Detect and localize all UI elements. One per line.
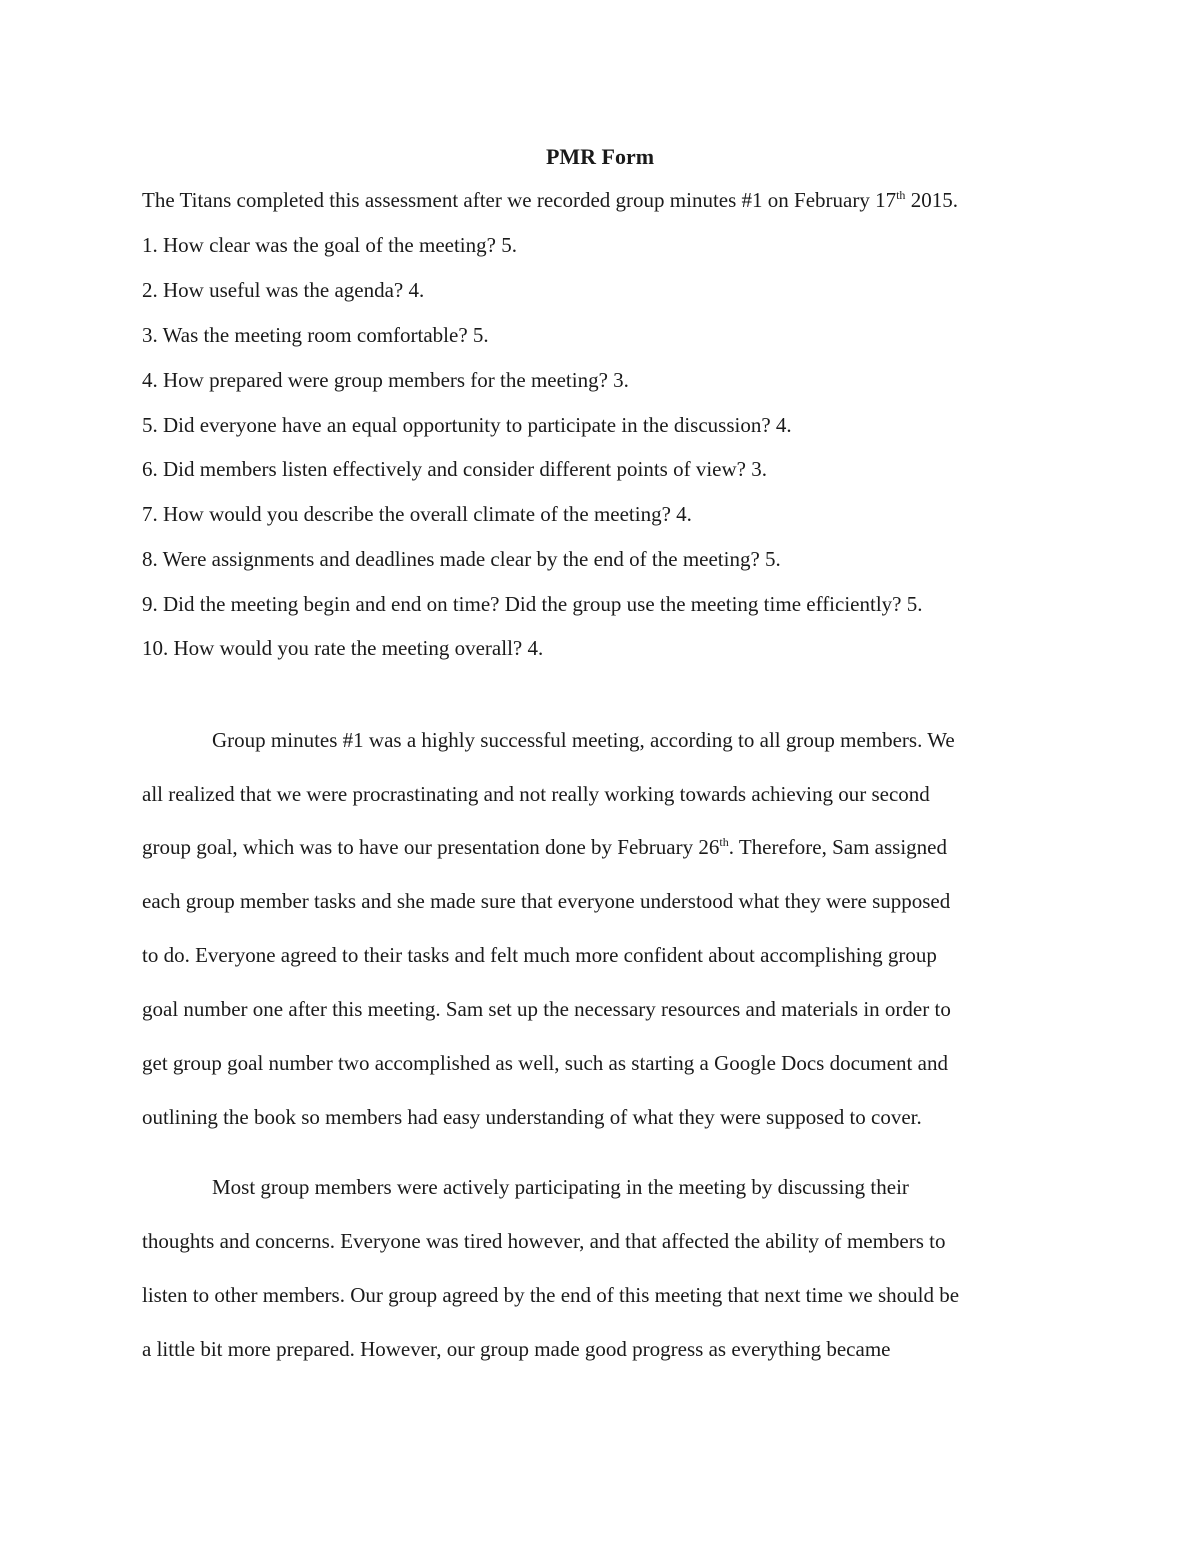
- intro-text: The Titans completed this assessment after we recorded group minutes #1 on February 17: [142, 188, 897, 212]
- question-8: 8. Were assignments and deadlines made clear by the end of the meeting? 5.: [142, 547, 781, 571]
- paragraph-line: each group member tasks and she made sure that everyone understood what they were supposed: [142, 889, 951, 913]
- paragraph-line: goal number one after this meeting. Sam set up the necessary resources and materials in order to: [142, 997, 951, 1021]
- page-title: PMR Form: [545, 144, 655, 169]
- question-1: 1. How clear was the goal of the meeting? 5.: [142, 233, 517, 257]
- paragraph-line: get group goal number two accomplished as well, such as starting a Google Docs document and: [142, 1051, 948, 1075]
- intro-line: [142, 186, 958, 214]
- paragraph-line-text: group goal, which was to have our presentation done by February 26: [142, 835, 720, 859]
- question-6: 6. Did members listen effectively and consider different points of view? 3.: [142, 457, 767, 481]
- intro-text-end: 2015.: [905, 188, 958, 212]
- question-4: 4. How prepared were group members for the meeting? 3.: [142, 368, 629, 392]
- paragraph-line: thoughts and concerns. Everyone was tired however, and that affected the ability of members to: [142, 1229, 946, 1253]
- paragraph-line: [142, 833, 947, 861]
- intro-superscript: th: [896, 188, 906, 202]
- question-5: 5. Did everyone have an equal opportunity to participate in the discussion? 4.: [142, 413, 792, 437]
- question-10: 10. How would you rate the meeting overall? 4.: [142, 636, 544, 660]
- paragraph-line: outlining the book so members had easy understanding of what they were supposed to cover.: [142, 1105, 922, 1129]
- paragraph-superscript: th: [719, 835, 729, 849]
- question-2: 2. How useful was the agenda? 4.: [142, 278, 425, 302]
- question-3: 3. Was the meeting room comfortable? 5.: [142, 323, 489, 347]
- paragraph-line-text-end: . Therefore, Sam assigned: [728, 835, 947, 859]
- paragraph-line: to do. Everyone agreed to their tasks and felt much more confident about accomplishing group: [142, 943, 937, 967]
- paragraph-line: listen to other members. Our group agreed by the end of this meeting that next time we should be: [142, 1283, 960, 1307]
- paragraph-line: Most group members were actively participating in the meeting by discussing their: [212, 1175, 909, 1199]
- question-9: 9. Did the meeting begin and end on time? Did the group use the meeting time efficiently? 5.: [142, 592, 923, 616]
- paragraph-line: a little bit more prepared. However, our group made good progress as everything became: [142, 1337, 891, 1361]
- paragraph-line: Group minutes #1 was a highly successful meeting, according to all group members. We: [212, 728, 955, 752]
- question-7: 7. How would you describe the overall climate of the meeting? 4.: [142, 502, 692, 526]
- paragraph-line: all realized that we were procrastinating and not really working towards achieving our second: [142, 782, 930, 806]
